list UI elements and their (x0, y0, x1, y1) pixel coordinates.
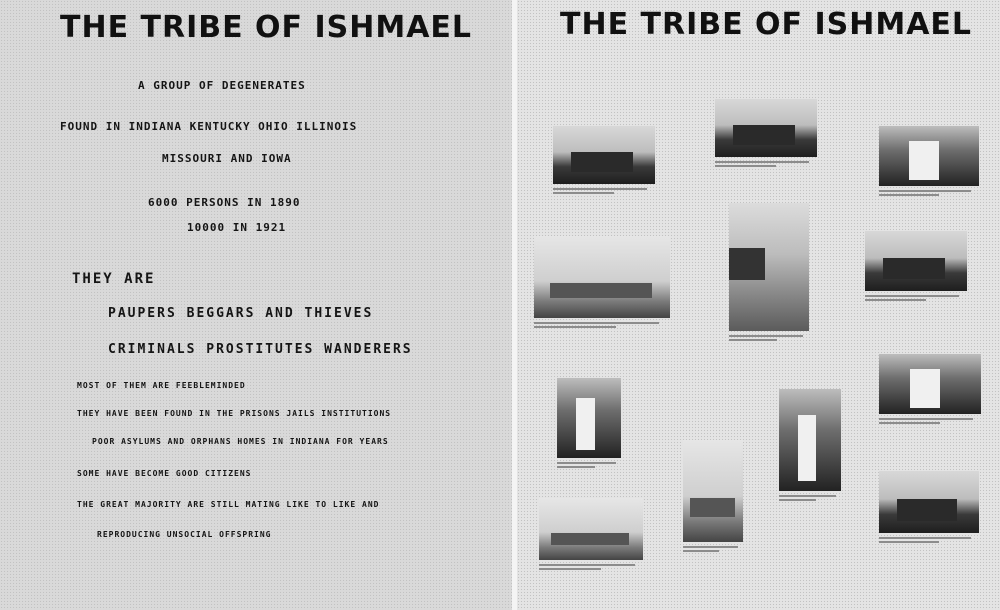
note-line-4: SOME HAVE BECOME GOOD CITIZENS (77, 469, 252, 478)
count-1921-line: 10000 IN 1921 (187, 221, 287, 234)
photo-house-with-pole (553, 126, 655, 200)
photo-image (879, 471, 979, 533)
note-line-3: POOR ASYLUMS AND ORPHANS HOMES IN INDIANA FOR YEARS (92, 437, 389, 446)
photo-group-portrait (879, 354, 981, 430)
photo-street-with-buildings (539, 498, 643, 576)
photo-yard-with-people (865, 231, 967, 307)
photo-tree-scene (683, 440, 743, 558)
photo-lean-to-shack (879, 126, 979, 202)
photo-dirt-road (729, 203, 809, 347)
photo-image (534, 236, 670, 318)
note-line-6: REPRODUCING UNSOCIAL OFFSPRING (97, 530, 272, 539)
photo-caption (865, 295, 967, 305)
note-line-2: THEY HAVE BEEN FOUND IN THE PRISONS JAILS INSTITUTIONS (77, 409, 392, 418)
left-title: THE TRIBE OF ISHMAEL (60, 10, 473, 45)
subtitle-line: A GROUP OF DEGENERATES (138, 79, 306, 92)
photo-image (779, 389, 841, 491)
photo-image (557, 378, 621, 458)
photo-image (539, 498, 643, 560)
photo-image (865, 231, 967, 291)
location-line-2: MISSOURI AND IOWA (162, 152, 292, 165)
photo-image (715, 99, 817, 157)
list-line-1: PAUPERS BEGGARS AND THIEVES (108, 306, 374, 321)
location-line-1: FOUND IN INDIANA KENTUCKY OHIO ILLINOIS (60, 120, 358, 133)
note-line-1: MOST OF THEM ARE FEEBLEMINDED (77, 381, 246, 390)
photo-caption (879, 190, 979, 200)
photo-caption (683, 546, 743, 556)
photo-caption (729, 335, 809, 345)
they-are-heading: THEY ARE (72, 271, 156, 287)
photo-person-at-shed (779, 389, 841, 507)
photo-caption (879, 418, 981, 428)
photo-open-field (534, 236, 670, 334)
photo-caption (553, 188, 655, 198)
photo-caption (879, 537, 979, 547)
photo-caption (715, 161, 817, 171)
photo-caption (557, 462, 621, 472)
note-line-5: THE GREAT MAJORITY ARE STILL MATING LIKE TO LIKE AND (77, 500, 380, 509)
photo-caption (539, 564, 643, 574)
right-title: THE TRIBE OF ISHMAEL (560, 7, 973, 42)
list-line-2: CRIMINALS PROSTITUTES WANDERERS (108, 342, 413, 357)
photo-house-buildings (715, 99, 817, 173)
photo-image (879, 126, 979, 186)
photo-standing-woman (557, 378, 621, 474)
count-1890-line: 6000 PERSONS IN 1890 (148, 196, 301, 209)
photo-caption (534, 322, 670, 332)
photo-cabin-with-figure (879, 471, 979, 549)
photo-image (683, 440, 743, 542)
right-exhibit-panel (517, 0, 1000, 610)
photo-image (729, 203, 809, 331)
photo-caption (779, 495, 841, 505)
photo-image (879, 354, 981, 414)
photo-image (553, 126, 655, 184)
